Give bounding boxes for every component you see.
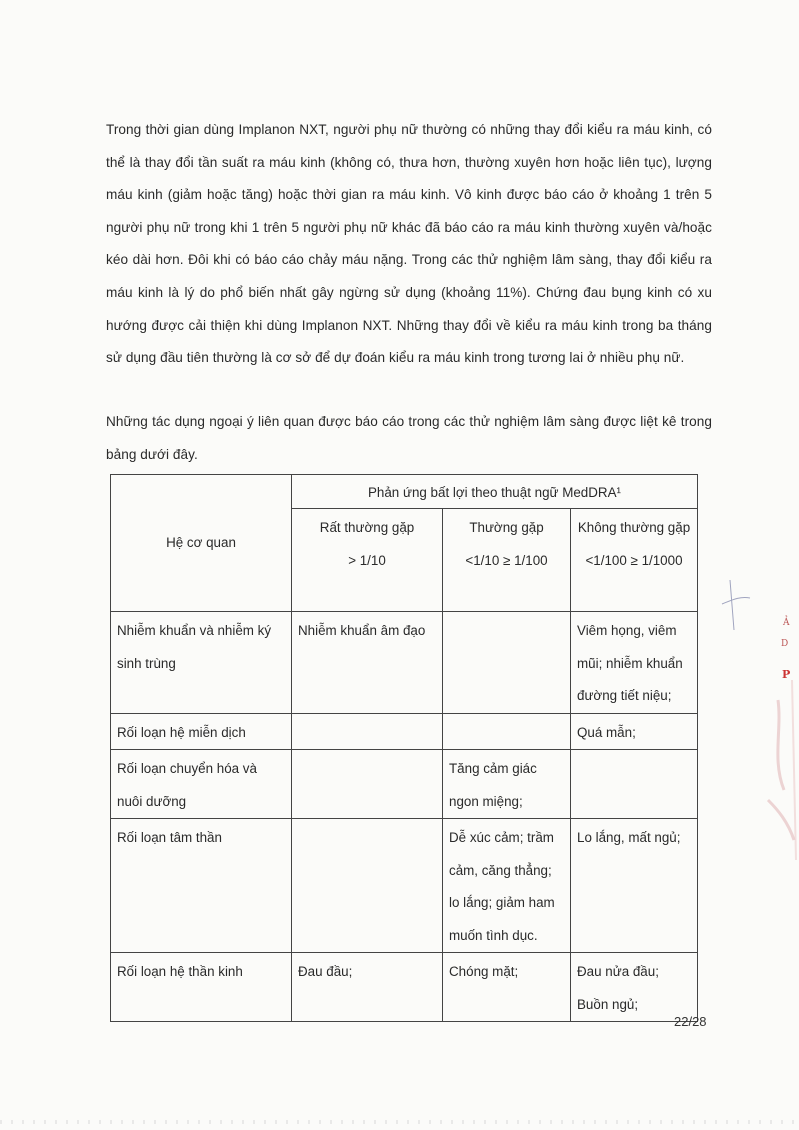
stamp-letter: D: [781, 639, 789, 649]
very-common-cell: Nhiễm khuẩn âm đạo: [292, 612, 443, 714]
page-number: 22/28: [674, 1014, 707, 1029]
freq-label: Rất thường gặp: [319, 520, 415, 535]
common-cell: Tăng cảm giác ngon miệng;: [443, 750, 571, 819]
common-cell: [443, 612, 571, 714]
table-header-row: [111, 475, 698, 509]
common-cell: [443, 713, 571, 750]
paragraph-table-intro: Những tác dụng ngoại ý liên quan được báo cáo trong các thử nghiệm lâm sàng được liệt kê trong bảng dưới đây.: [106, 414, 712, 462]
freq-label: Không thường gặp: [577, 520, 691, 535]
very-common-cell: [292, 713, 443, 750]
freq-range: > 1/10: [348, 552, 386, 568]
freq-range: <1/10 ≥ 1/100: [465, 552, 548, 568]
table-row: [111, 750, 698, 819]
stamp-fragment-icon: [708, 560, 799, 860]
uncommon-cell: Lo lắng, mất ngủ;: [571, 819, 698, 953]
stamp-letter: Ả: [783, 618, 790, 628]
uncommon-cell: [571, 750, 698, 819]
freq-header-very-common: [292, 509, 443, 612]
organ-cell: Nhiễm khuẩn và nhiễm ký sinh trùng: [111, 612, 292, 714]
table-row: [111, 713, 698, 750]
table-row: [111, 819, 698, 953]
table-row: [111, 612, 698, 714]
freq-label: Thường gặp: [469, 520, 544, 535]
very-common-cell: [292, 750, 443, 819]
uncommon-cell: Quá mẫn;: [571, 713, 698, 750]
organ-system-header: Hệ cơ quan: [111, 475, 292, 612]
paragraph-bleeding-patterns: Trong thời gian dùng Implanon NXT, người phụ nữ thường có những thay đổi kiểu ra máu kinh, có thể là thay đổi tần suất ra máu kinh (không có, thưa hơn, thường xuyên hơn hoặc liên tục), lượng máu kinh (giảm hoặc tăng) hoặc thời gian ra máu kinh. Vô kinh được báo cáo ở khoảng 1 trên 5 người phụ nữ trong khi 1 trên 5 người phụ nữ khác đã báo cáo ra máu kinh thường xuyên và/hoặc kéo dài hơn. Đôi khi có báo cáo chảy máu nặng. Trong các thử nghiệm lâm sàng, thay đổi kiểu ra máu kinh là lý do phổ biến nhất gây ngừng sử dụng (khoảng 11%). Chứng đau bụng kinh có xu hướng được cải thiện khi dùng Implanon NXT. Những thay đổi về kiểu ra máu kinh trong ba tháng sử dụng đầu tiên thường là cơ sở để dự đoán kiểu ra máu kinh trong tương lai ở nhiều phụ nữ.: [106, 122, 712, 366]
scan-border-dots: [0, 1120, 799, 1124]
organ-cell: Rối loạn hệ miễn dịch: [111, 713, 292, 750]
common-cell: Dễ xúc cảm; trầm cảm, căng thẳng; lo lắng; giảm ham muốn tình dục.: [443, 819, 571, 953]
stamp-letter: P: [782, 668, 791, 681]
freq-range: <1/100 ≥ 1/1000: [585, 552, 683, 568]
very-common-cell: [292, 819, 443, 953]
very-common-cell: Đau đầu;: [292, 953, 443, 1022]
uncommon-cell: Viêm họng, viêm mũi; nhiễm khuẩn đường tiết niệu;: [571, 612, 698, 714]
meddra-group-header: Phản ứng bất lợi theo thuật ngữ MedDRA¹: [292, 475, 698, 509]
adverse-reactions-table: [110, 474, 698, 1022]
organ-cell: Rối loạn hệ thần kinh: [111, 953, 292, 1022]
organ-cell: Rối loạn chuyển hóa và nuôi dưỡng: [111, 750, 292, 819]
table-row: [111, 953, 698, 1022]
organ-cell: Rối loạn tâm thần: [111, 819, 292, 953]
uncommon-cell: Đau nửa đầu; Buồn ngủ;: [571, 953, 698, 1022]
common-cell: Chóng mặt;: [443, 953, 571, 1022]
freq-header-common: [443, 509, 571, 612]
freq-header-uncommon: [571, 509, 698, 612]
